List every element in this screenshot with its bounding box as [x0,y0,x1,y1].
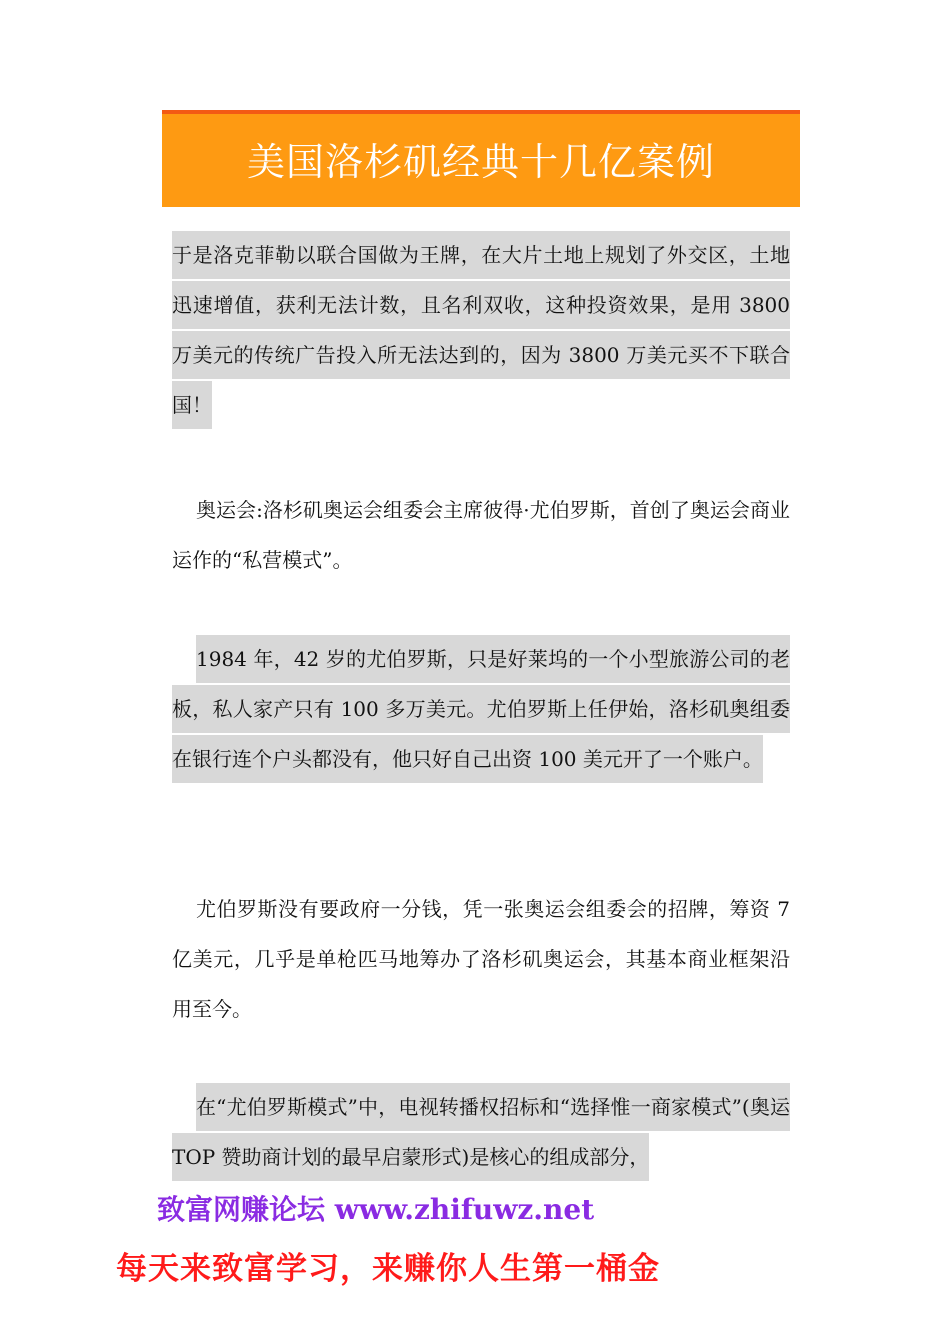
banner-title: 美国洛杉矶经典十几亿案例 [246,140,715,184]
paragraph-2 [172,485,790,585]
paragraph-4-text: 尤伯罗斯没有要政府一分钱，凭一张奥运会组委会的招牌，筹资 7 亿美元，几乎是单枪匹马地筹办了洛杉矶奥运会，其基本商业框架沿用至今。 [172,897,790,1021]
footer-slogan: 每天来致富学习，来赚你人生第一桶金 [116,1251,660,1287]
paragraph-5 [172,1082,790,1182]
footer-forum-link[interactable]: 致富网赚论坛 www.zhifuwz.net [157,1193,595,1226]
paragraph-1 [172,230,790,430]
paragraph-1-text: 于是洛克菲勒以联合国做为王牌，在大片土地上规划了外交区，土地迅速增值，获利无法计数，且名利双收，这种投资效果，是用 3800 万美元的传统广告投入所无法达到的，因为 3800 万美元买不下联合国！ [172,231,790,429]
paragraph-5-text: 在“尤伯罗斯模式”中，电视转播权招标和“选择惟一商家模式”(奥运 TOP 赞助商计划的最早启蒙形式)是核心的组成部分， [172,1083,790,1181]
paragraph-3 [172,634,790,784]
paragraph-4 [172,884,790,1034]
paragraph-2-text: 奥运会:洛杉矶奥运会组委会主席彼得·尤伯罗斯，首创了奥运会商业运作的“私营模式”。 [172,498,790,572]
paragraph-3-text: 1984 年，42 岁的尤伯罗斯，只是好莱坞的一个小型旅游公司的老板，私人家产只有 100 多万美元。尤伯罗斯上任伊始，洛杉矶奥组委在银行连个户头都没有，他只好自己出资 100 美元开了一个账户。 [172,635,790,783]
title-banner [162,110,800,207]
